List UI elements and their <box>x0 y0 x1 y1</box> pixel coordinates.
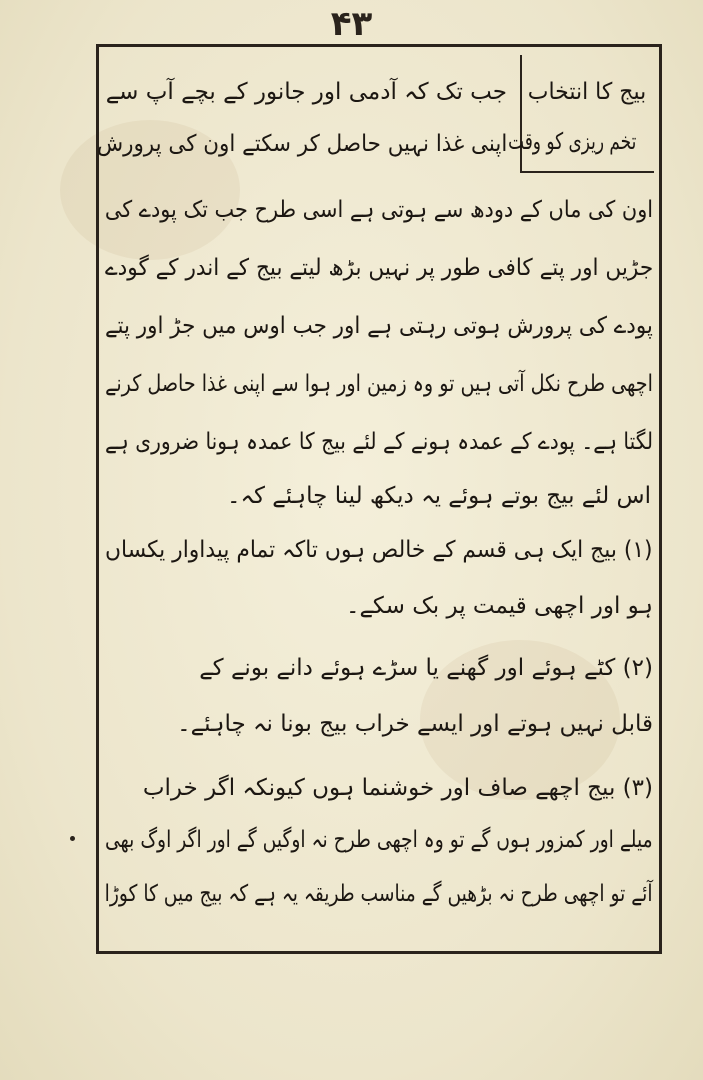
text-line: اس لئے بیج بوتے ہوئے یہ دیکھ لینا چاہئے کہ۔ <box>227 483 651 509</box>
text-line: پودے کی پرورش ہوتی رہتی ہے اور جب اوس میں جڑ اور پتے <box>105 313 653 339</box>
margin-mark <box>70 836 75 841</box>
text-line: ہو اور اچھی قیمت پر بک سکے۔ <box>345 593 653 619</box>
side-heading-line-2: تخم ریزی کو وقت <box>508 129 637 155</box>
text-line: جب تک کہ آدمی اور جانور کے بچے آپ سے <box>105 79 507 105</box>
text-line: اون کی ماں کے دودھ سے ہوتی ہے اسی طرح جب تک پودے کی <box>104 197 653 223</box>
text-line: (۲) کٹے ہوئے اور گھنے یا سڑے ہوئے دانے بونے کے <box>199 655 653 681</box>
text-line: (۳) بیج اچھے صاف اور خوشنما ہوں کیونکہ اگر خراب <box>142 775 653 801</box>
text-line: (۱) بیج ایک ہی قسم کے خالص ہوں تاکہ تمام پیداوار یکساں <box>105 537 653 563</box>
text-line: لگتا ہے۔ پودے کے عمدہ ہونے کے لئے بیج کا عمدہ ہونا ضروری ہے <box>104 429 653 455</box>
page-number: ۴۳ <box>330 4 373 44</box>
text-line: اچھی طرح نکل آتی ہیں تو وہ زمین اور ہوا سے اپنی غذا حاصل کرنے <box>105 371 653 397</box>
text-line: اپنی غذا نہیں حاصل کر سکتے اون کی پرورش <box>96 131 507 157</box>
text-line: جڑیں اور پتے کافی طور پر نہیں بڑھ لیتے بیج کے اندر کے گودے <box>104 255 653 281</box>
text-line: قابل نہیں ہوتے اور ایسے خراب بیج بونا نہ چاہئے۔ <box>177 711 653 737</box>
text-line: آئے تو اچھی طرح نہ بڑھیں گے مناسب طریقہ یہ ہے کہ بیج میں کا کوڑا <box>105 881 653 907</box>
text-line: میلے اور کمزور ہوں گے تو وہ اچھی طرح نہ اوگیں گے اور اگر اوگ بھی <box>105 827 653 853</box>
side-heading-line-1: بیج کا انتخاب <box>527 79 647 105</box>
side-heading-box <box>508 55 654 173</box>
